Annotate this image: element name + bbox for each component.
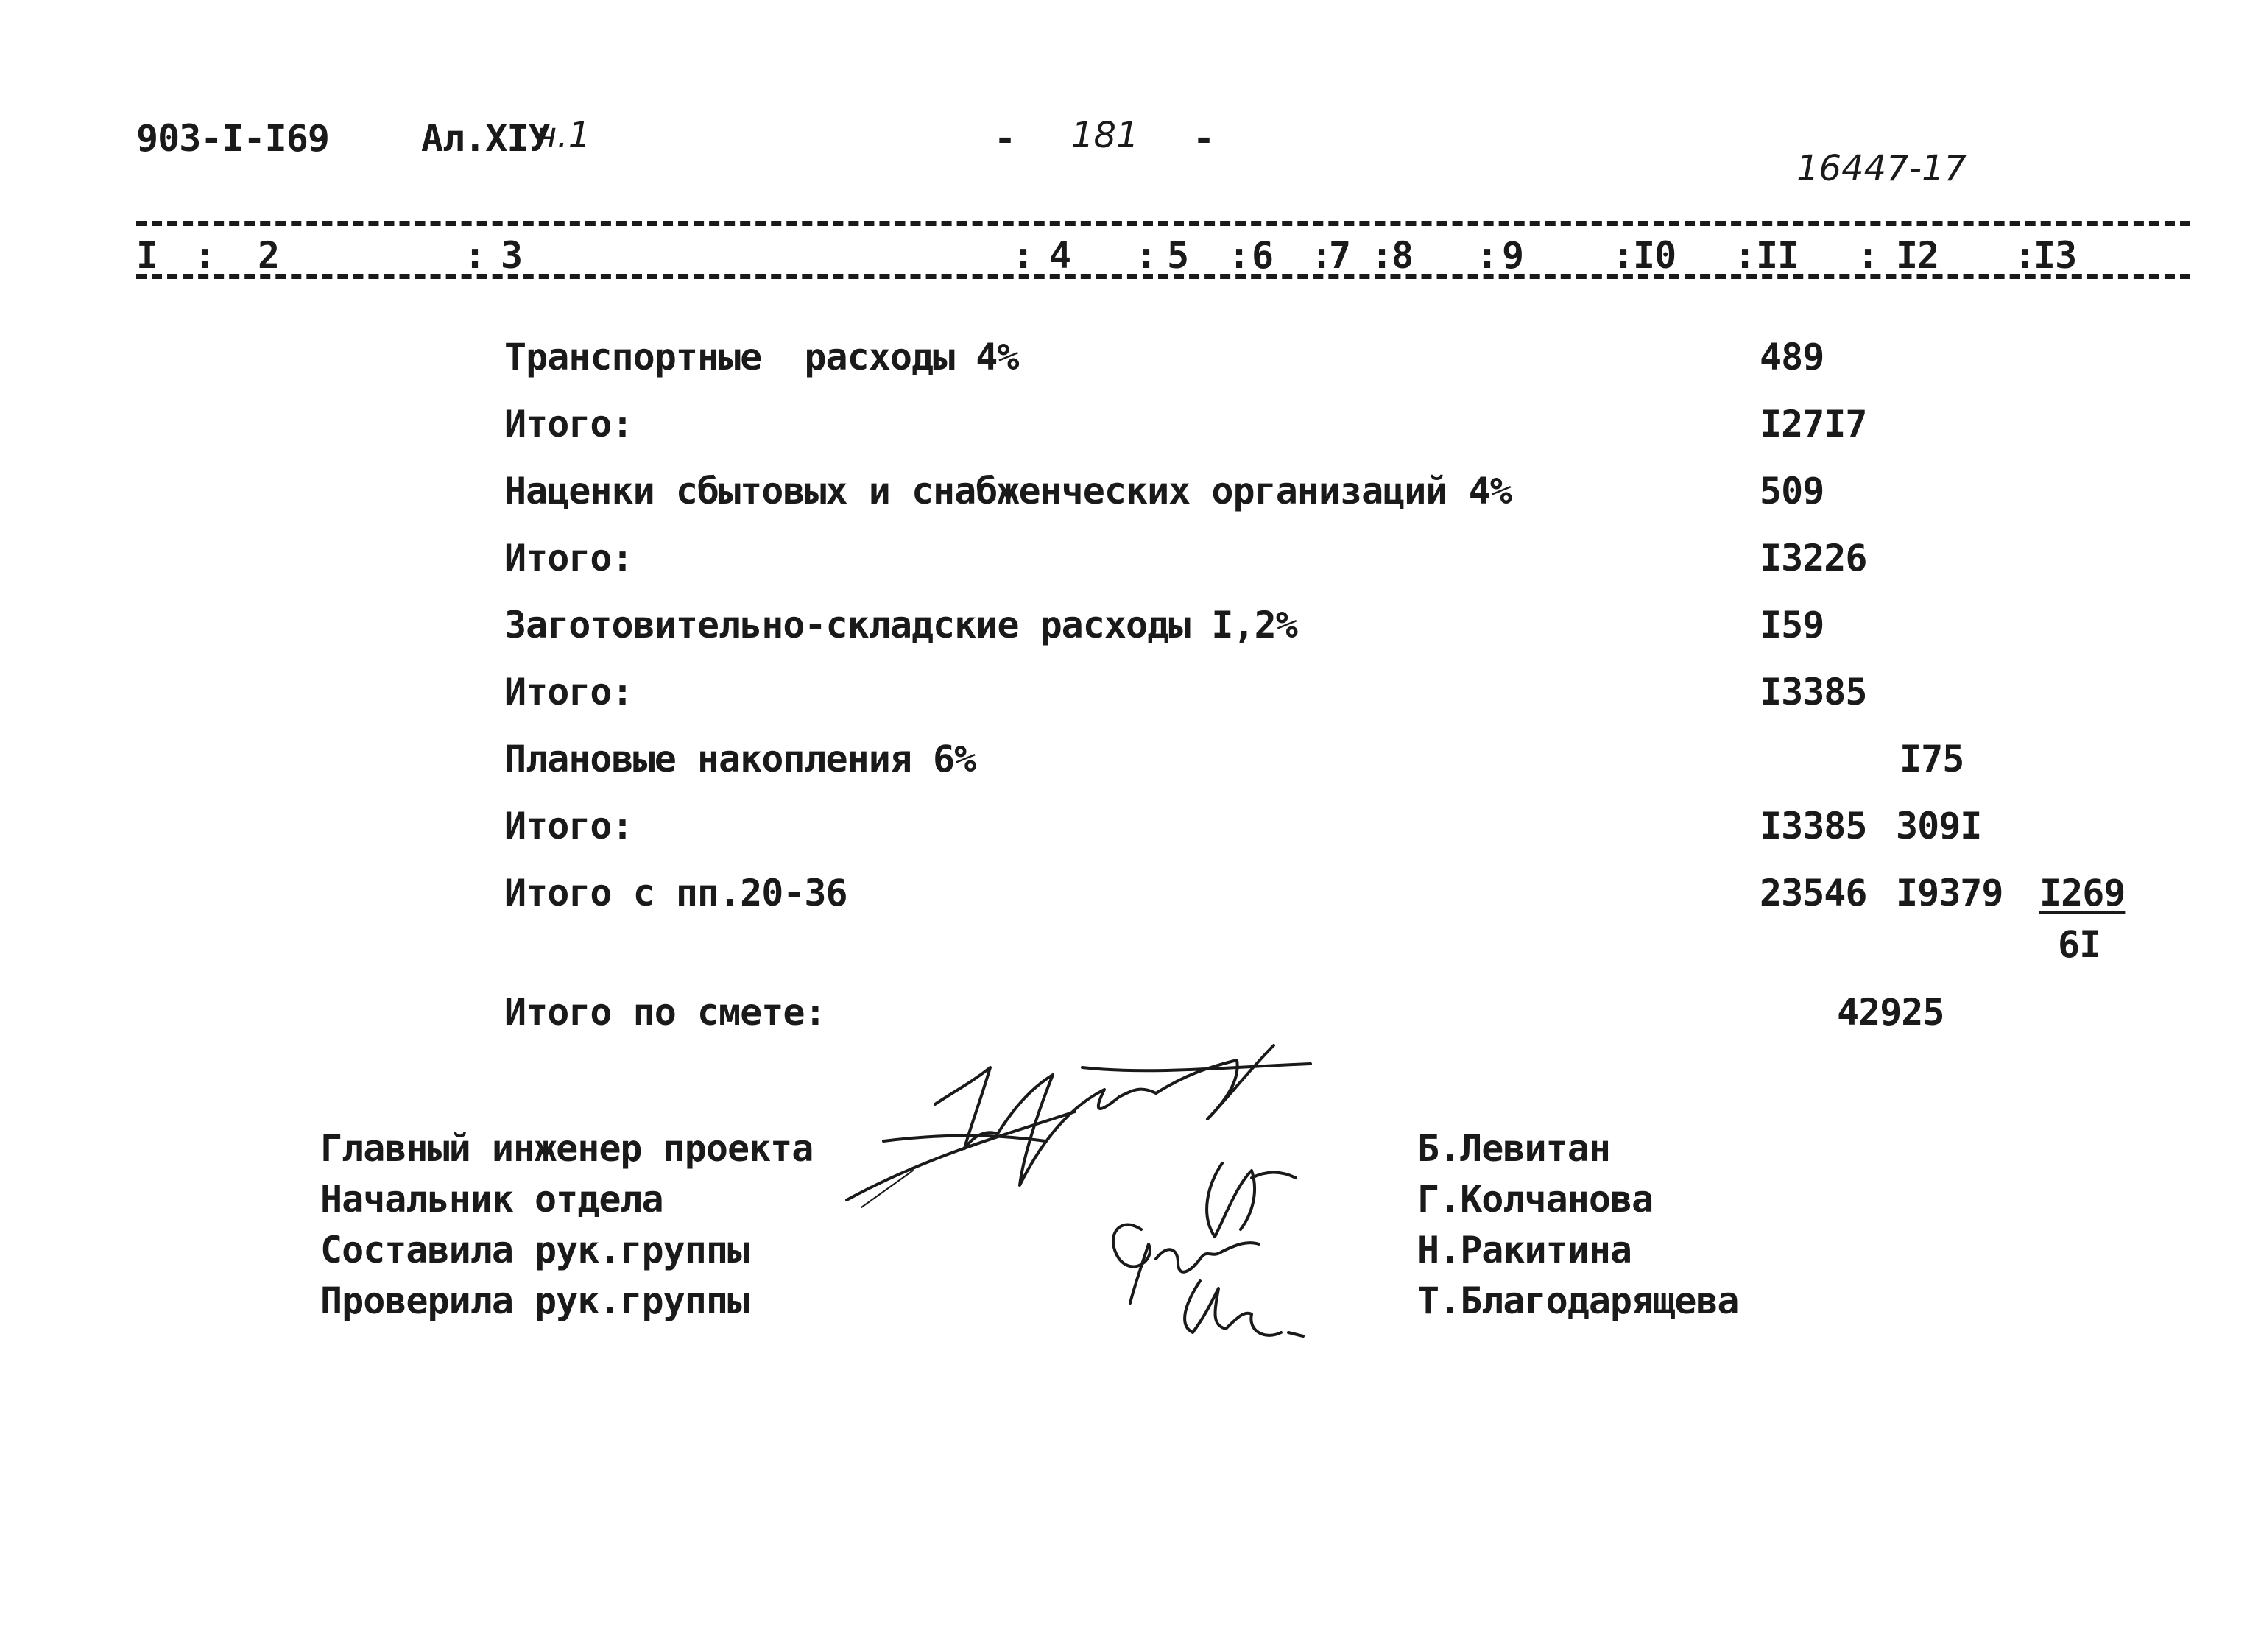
row-value-col11: I3226: [1760, 537, 1867, 579]
column-separator: :: [1228, 234, 1250, 277]
signature-role: Начальник отдела: [320, 1178, 663, 1221]
column-separator: :: [1857, 234, 1879, 277]
row-label: Итого:: [504, 537, 633, 579]
column-separator: :: [1612, 234, 1634, 277]
column-separator: :: [1012, 234, 1034, 277]
page-number-handwritten: 181: [1071, 115, 1139, 156]
row-value-col11: I59: [1760, 604, 1824, 646]
signature-name: Г.Колчанова: [1417, 1178, 1654, 1221]
column-separator: :: [1734, 234, 1756, 277]
row-value-col13-sub: 6I: [2058, 923, 2101, 966]
row-value-col12: 309I: [1896, 805, 1982, 847]
header-rule-top: [136, 221, 2190, 226]
signature-name: Н.Ракитина: [1417, 1229, 1632, 1271]
row-label: Наценки сбытовых и снабженческих организаций 4%: [504, 470, 1512, 512]
column-number: 6: [1252, 234, 1274, 277]
column-separator: :: [464, 234, 486, 277]
row-value-col11: I27I7: [1760, 403, 1867, 445]
row-value-col11: 489: [1760, 336, 1824, 378]
album-number: Ал.XIУ: [421, 117, 550, 160]
signature-role: Проверила рук.группы: [320, 1279, 749, 1322]
signature-name: Б.Левитан: [1417, 1127, 1610, 1170]
row-value-col12: I75: [1900, 738, 1964, 780]
grand-total-value: 42925: [1837, 991, 1944, 1034]
row-value-col13: I269: [2039, 872, 2126, 914]
handwritten-signatures: [839, 1023, 1399, 1362]
column-number: I: [136, 234, 158, 277]
column-separator: :: [1371, 234, 1393, 277]
row-label: Транспортные расходы 4%: [504, 336, 1019, 378]
column-number: I3: [2034, 234, 2077, 277]
signature-role: Главный инженер проекта: [320, 1127, 814, 1170]
column-number: 9: [1502, 234, 1524, 277]
column-number: 8: [1391, 234, 1414, 277]
column-number: 3: [501, 234, 523, 277]
column-number: I0: [1633, 234, 1676, 277]
grand-total-label: Итого по смете:: [504, 991, 826, 1034]
header-rule-bottom: [136, 274, 2190, 279]
inventory-number-handwritten: 16447-17: [1796, 148, 1967, 189]
row-value-col11: I3385: [1760, 805, 1867, 847]
signature-role: Составила рук.группы: [320, 1229, 749, 1271]
signature-name: Т.Благодарящева: [1417, 1279, 1739, 1322]
column-number: 7: [1329, 234, 1351, 277]
row-value-col11: I3385: [1760, 671, 1867, 713]
row-label: Итого:: [504, 403, 633, 445]
document-code: 903-I-I69: [136, 117, 329, 160]
row-value-col11: 509: [1760, 470, 1824, 512]
row-label: Итого:: [504, 805, 633, 847]
page-suffix-dash: -: [1193, 117, 1215, 160]
column-number: 5: [1167, 234, 1189, 277]
column-number: 2: [258, 234, 280, 277]
column-separator: :: [1135, 234, 1157, 277]
column-separator: :: [1311, 234, 1333, 277]
column-separator: :: [1476, 234, 1498, 277]
album-part-handwritten: ч.1: [536, 115, 591, 156]
row-label: Заготовительно-складские расходы I,2%: [504, 604, 1297, 646]
row-value-col11: 23546: [1760, 872, 1867, 914]
column-separator: :: [194, 234, 216, 277]
column-number: II: [1756, 234, 1799, 277]
row-label: Итого с пп.20-36: [504, 872, 847, 914]
column-number: I2: [1896, 234, 1939, 277]
row-label: Плановые накопления 6%: [504, 738, 976, 780]
column-number: 4: [1049, 234, 1071, 277]
row-value-col12: I9379: [1896, 872, 2003, 914]
column-separator: :: [2014, 234, 2036, 277]
row-label: Итого:: [504, 671, 633, 713]
page-prefix-dash: -: [994, 117, 1016, 160]
